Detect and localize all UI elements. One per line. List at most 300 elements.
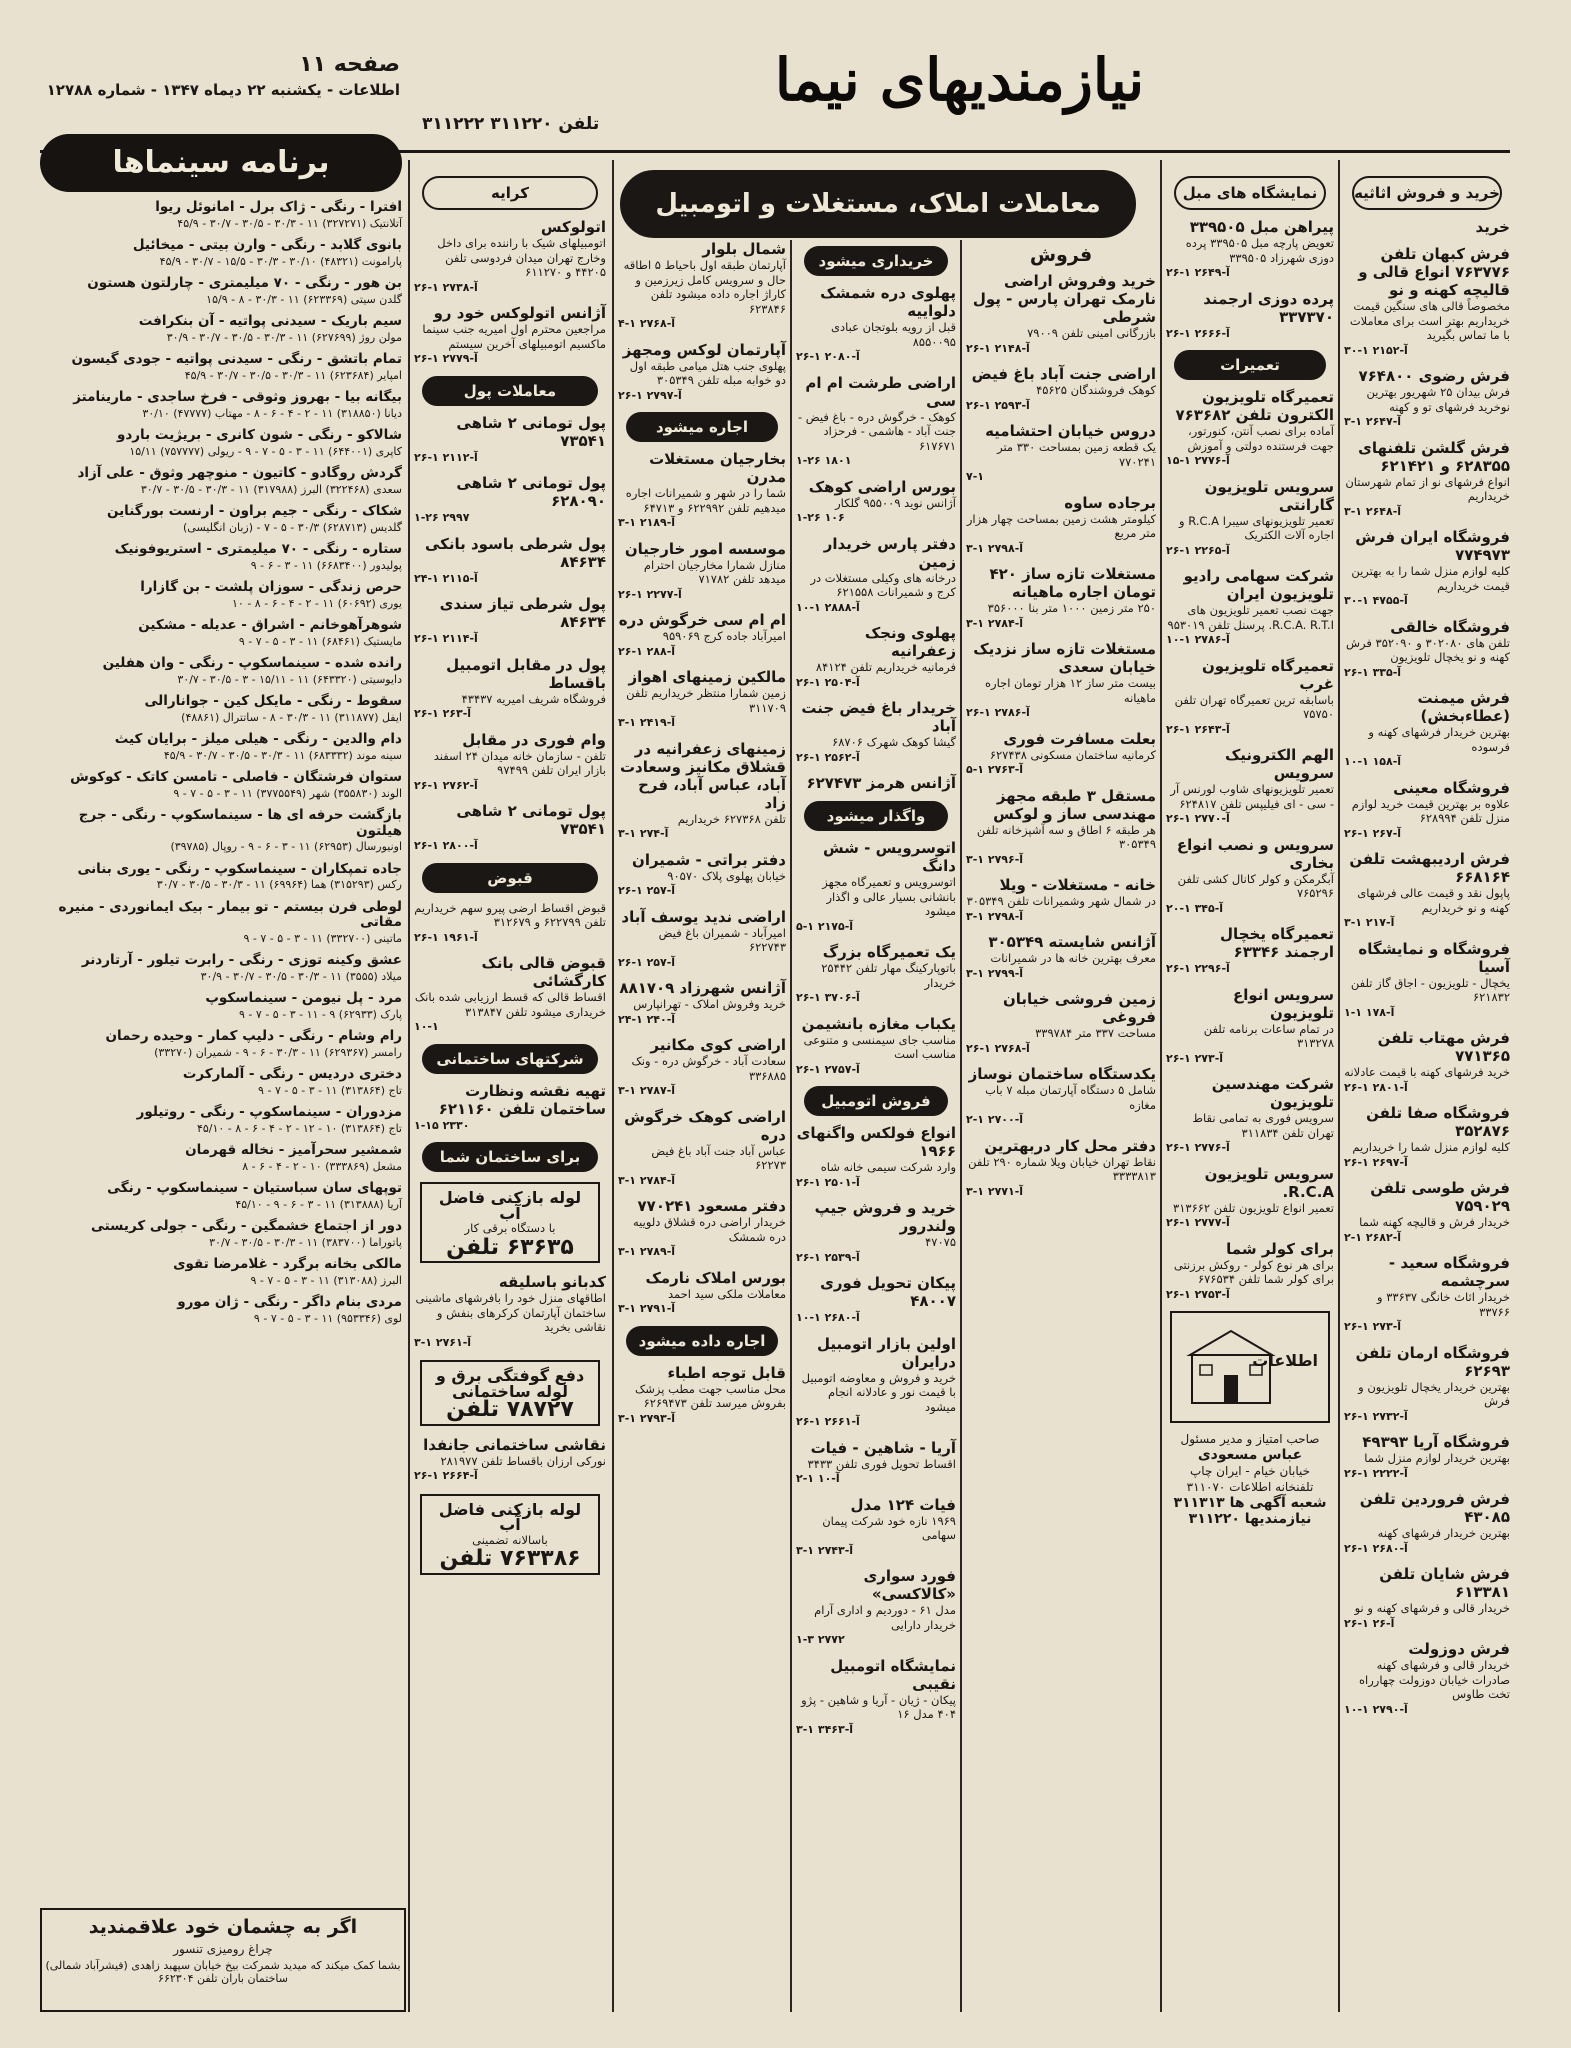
classified-ad xyxy=(1166,746,1334,827)
showtimes: کاپری (۶۴۴۰۰۱) ۱۱ - ۳ - ۵ - ۷ - ۹ - ریولی (۷۵۷۷۷۷) ۱۵/۱۱ xyxy=(129,444,402,458)
ad-title: نقاشی ساختمانی جانفدا xyxy=(423,1435,606,1454)
ad-title: یکدستگاه ساختمان نوساز xyxy=(968,1065,1156,1083)
ad-code: آ-۱۵۸ ۱-۱۰ xyxy=(1344,755,1402,768)
classified-ad xyxy=(414,1082,606,1134)
showtimes: اونیورسال (۶۲۹۵۳) ۱۱ - ۳ - ۶ - ۹ - روپال (۳۹۷۸۵) xyxy=(170,840,402,853)
ad-body: امیرآباد - شمیران باغ فیض ۶۲۲۷۴۳ xyxy=(658,925,786,954)
showtimes: رکس (۳۱۵۲۹۳) هما (۶۹۹۶۴) ۱۱ - ۳۰/۳ - ۳۰/۵ - ۳۰/۷ xyxy=(156,878,402,891)
classified-ad xyxy=(796,624,956,690)
section-head-furniture: نمایشگاه های مبل xyxy=(1174,176,1326,210)
ad-body: بیست متر ساز ۱۲ هزار تومان اجاره ماهیانه xyxy=(985,676,1156,705)
film-title: گردش روگادو - کاتیون - منوچهر وثوق - علی آزاد xyxy=(77,465,402,481)
ad-title: پول شرطی تیاز سندی ۸۴۶۳۴ xyxy=(439,595,606,631)
ad-title: دفتر محل کار دربهترین xyxy=(984,1136,1156,1155)
ad-title: قبوض قالی بانک کارگشائی xyxy=(481,954,606,990)
ad-body: پیکان - ژیان - آریا و شاهین - پژو ۴۰۴ مدل ۱۶ xyxy=(801,1692,956,1721)
cinema-listing xyxy=(40,504,402,535)
ad-title: فورد سواری «کالاکسی» xyxy=(863,1567,956,1603)
construction-ads xyxy=(414,1082,606,1134)
showtimes: گلدیس (۶۲۸۷۱۳) ۳۰/۳ - ۵ - ۷ - (زبان انگلیسی) xyxy=(183,520,402,534)
housewife-ads xyxy=(414,1273,606,1350)
film-title: سیم باریک - سیدنی پواتیه - آن بنکرافت xyxy=(138,313,402,329)
ad-title: پیراهن مبل ۳۳۹۵۰۵ xyxy=(1189,218,1334,236)
classified-ad xyxy=(618,1036,786,1099)
boxed-ad-phone: ۷۸۷۲۷ تلفن xyxy=(446,1397,574,1422)
ad-body: معاملات ملکی سید احمد xyxy=(667,1286,786,1301)
showtimes: الوند (۳۵۵۸۳۰) شهر (۳۷۷۵۵۴۹) ۱۱ - ۳ - ۵ - ۷ - ۹ xyxy=(173,786,402,800)
ad-body: باتوپارکینگ مهار تلفن ۲۵۴۴۲ خریدار xyxy=(821,961,956,990)
publisher-sketch xyxy=(1170,1311,1330,1423)
ad-title: فرش رضوی ۷۶۴۸۰۰ xyxy=(1358,367,1510,385)
furniture-ads xyxy=(1166,218,1334,341)
ad-title: شرکت مهندسین تلویزیون xyxy=(1211,1075,1334,1111)
ad-body: اطاقهای منزل خود را بافرشهای ماشینی ساختمان آپارتمان کرکرهای بنفش و نقاشی بخرید xyxy=(415,1291,606,1334)
classified-ad xyxy=(414,731,606,794)
showtimes: یوری (۶۰۶۹۲) ۱۱ - ۲ - ۴ - ۶ - ۸ - ۱۰ xyxy=(232,596,402,610)
ad-body: هر طبقه ۶ اطاق و سه آشپزخانه تلفن ۳۰۵۳۴۹ xyxy=(976,822,1156,851)
classified-ad xyxy=(618,979,786,1027)
classified-ad xyxy=(796,284,956,365)
classified-ad xyxy=(796,839,956,934)
ad-title: مالکین زمینهای اهواز xyxy=(628,668,786,686)
ad-title: بخارجیان مستغلات مدرن xyxy=(649,450,786,486)
classified-ad xyxy=(796,774,956,792)
ad-body: اتوسرویس و تعمیرگاه مجهز بانشانی بسیار عالی و اگذار میشود xyxy=(822,875,956,918)
classified-ad xyxy=(618,1364,786,1427)
section-head-rent: اجاره میشود xyxy=(626,412,778,442)
ad-body: محل مناسب جهت مطب پزشک بفروش میرسد تلفن ۶۲۶۹۴۷۳ xyxy=(634,1381,786,1410)
ad-title: مستغلات تازه ساز ۴۲۰ تومان اجاره ماهیانه xyxy=(989,565,1156,601)
ad-title: موسسه امور خارجیان xyxy=(624,539,786,558)
section-head-car-sale: فروش اتومبیل xyxy=(804,1086,948,1116)
column-sale xyxy=(966,240,1156,1208)
classified-ad xyxy=(1166,218,1334,281)
section-head-money: معاملات پول xyxy=(422,376,598,406)
film-title: بیگانه بیا - بهروز وثوقی - فرخ ساجدی - مارینامتز xyxy=(73,389,402,405)
classified-ad xyxy=(618,1108,786,1189)
publisher-name: عباس مسعودی xyxy=(1197,1447,1303,1463)
column-buy-vehicles xyxy=(796,240,956,1746)
ad-body: آماده برای نصب آنتن، کنورتور، جهت فرستنده دولتی و آموزش xyxy=(1187,424,1334,453)
sale-ads xyxy=(966,272,1156,1199)
sketch-label: اطلاعات xyxy=(1252,1351,1318,1370)
ad-body: بهترین خریدار فرشهای کهنه و فرسوده xyxy=(1368,725,1510,754)
repair-ads xyxy=(1166,388,1334,1302)
classified-ad xyxy=(414,1273,606,1350)
boxed-ad-subtitle: با دستگاه برقی کار xyxy=(464,1221,556,1235)
classified-ad xyxy=(1344,1254,1510,1335)
ad-body: خرید فرشهای کهنه با قیمت عادلانه xyxy=(1344,1065,1510,1079)
ad-body: در تمام ساعات برنامه تلفن ۳۱۳۲۷۸ xyxy=(1203,1021,1334,1050)
ad-title: خانه - مستغلات - ویلا xyxy=(999,876,1156,894)
ad-code: آ-۲۷۶۱ ۱-۳ xyxy=(414,1335,472,1349)
film-title: شکاک - رنگی - جیم براون - ارنست بورگناین xyxy=(106,503,402,519)
classified-ad xyxy=(796,943,956,1006)
ad-body: ۲۵۰ متر زمین ۱۰۰۰ متر بنا ۳۵۶۰۰۰ xyxy=(987,601,1156,615)
ad-title: خرید وفروش اراضی نارمک تهران پارس - پول شرطی xyxy=(972,272,1156,326)
cinema-listing xyxy=(40,428,402,459)
ad-title: فروشگاه خالقی xyxy=(1390,617,1510,636)
ad-title: سرویس تلویزیون گارانتی xyxy=(1204,477,1334,514)
column-furnishings xyxy=(1344,170,1510,1726)
ad-body: نورکی ارزان باقساط تلفن ۲۸۱۹۷۷ xyxy=(440,1453,606,1468)
film-title: بانوی گلابد - رنگی - وارن بیتی - میخائیل xyxy=(132,237,402,253)
ad-code: آ-۲۷۷۶ ۱-۲۶ xyxy=(1166,1141,1230,1154)
cinema-listing xyxy=(40,770,402,801)
ad-code: آ-۲۲۲۲ ۱-۲۶ xyxy=(1344,1466,1408,1480)
ad-title: آژانس شایسته ۳۰۵۳۴۹ xyxy=(988,933,1156,951)
classified-ad xyxy=(414,474,606,526)
ad-code: آ-۲۷۶۲ ۱-۲۶ xyxy=(414,778,478,792)
showtimes: دایوسیتی (۶۴۳۳۲۰) ۱۱ - ۱۵/۱۱ - ۳ - ۳۰/۵ - ۳۰/۷ xyxy=(177,672,402,686)
cinema-banner: برنامه سینماها xyxy=(40,134,402,192)
classified-ad xyxy=(966,787,1156,868)
ad-code: آ-۲۶۴۸ ۱-۳ xyxy=(1344,504,1402,518)
masthead-title: نیازمندیهای نیما xyxy=(774,46,1145,114)
cinema-listing xyxy=(40,1067,402,1098)
cinema-listing xyxy=(40,862,402,893)
classified-ad xyxy=(414,802,606,854)
classified-ad xyxy=(1344,850,1510,931)
ad-body: تلفن - سازمان خانه میدان ۲۴ اسفند بازار ایران تلفن ۹۷۴۹۹ xyxy=(433,748,606,777)
ad-title: وام فوری در مقابل xyxy=(462,730,606,749)
classified-ad xyxy=(1166,836,1334,917)
boxed-ad-subtitle: باسالانه تضمینی xyxy=(472,1532,548,1547)
ad-title: خرید xyxy=(1475,218,1510,236)
ad-title: فرش مهتاب تلفن ۷۷۱۳۶۵ xyxy=(1377,1029,1510,1065)
ad-title: بورس املاک نارمک xyxy=(645,1268,786,1287)
ad-code: آ-۲۸۰۱ ۱-۲۶ xyxy=(1344,1080,1408,1094)
classified-ad xyxy=(796,1124,956,1190)
ad-body: کوهک فروشندگان ۴۵۶۲۵ xyxy=(1036,383,1156,397)
ad-code: آ-۲۷۳ ۱-۲۶ xyxy=(1344,1320,1402,1333)
ad-title: دروس خیابان احتشامیه xyxy=(985,422,1156,440)
ad-title: پول تومانی ۲ شاهی ۷۳۵۴۱ xyxy=(456,413,606,450)
ad-title: بورس اراضی کوهک xyxy=(808,477,956,496)
showtimes: دیانا (۳۱۸۸۵۰) ۱۱ - ۲ - ۴ - ۶ - ۸ - مهتاب (۴۷۷۷۷) ۳۰/۱۰ xyxy=(142,406,402,420)
ad-code: آ-۲۲۹۶ ۱-۲۶ xyxy=(1166,962,1230,975)
ad-body: مخصوصاً قالی های سنگین قیمت خریداریم بهتر است برای معاملات با ما تماس بگیرید xyxy=(1349,299,1510,342)
classified-ad xyxy=(1344,1344,1510,1425)
ad-code: آ-۲۶۶۶ ۱-۲۶ xyxy=(1166,326,1230,340)
classified-ad xyxy=(966,876,1156,924)
ad-code: آ-۲۷۳ ۱-۲۶ xyxy=(1166,1051,1224,1065)
classified-ad xyxy=(966,494,1156,557)
film-title: تمام باتشق - رنگی - سیدنی پواتیه - جودی گیسون xyxy=(71,351,402,367)
showtimes: رامسر (۶۲۹۳۶۷) ۱۱ - ۳۰/۳ - ۶ - ۹ - شمیران (۳۳۲۷۰) xyxy=(154,1045,402,1059)
ad-code: آ-۲۶۶۴ ۱-۲۶ xyxy=(414,1469,478,1482)
boxed-ad-electric xyxy=(420,1360,600,1426)
film-title: بازگشت حرفه ای ها - سینماسکوپ - رنگی - جرج هیلتون xyxy=(78,807,402,839)
classified-ad xyxy=(1344,779,1510,842)
classified-ad xyxy=(1166,1075,1334,1156)
film-title: لوطی فرن بیستم - تو بیمار - بیک ایمانوردی - منیره مقاتی xyxy=(58,898,402,930)
showtimes: لوی (۹۵۳۳۴۶) ۱۱ - ۳ - ۵ - ۷ - ۹ xyxy=(253,1311,402,1325)
ad-title: فرش گلشن تلفنهای ۶۲۸۳۵۵ و ۶۲۱۴۲۱ xyxy=(1358,438,1510,475)
classified-ad xyxy=(1166,1165,1334,1231)
ad-body: یخچال - تلویزیون - اجاق گاز تلفن ۶۲۱۸۳۲ xyxy=(1350,975,1510,1004)
ad-title: پرده دوزی ارجمند ۳۳۷۳۷۰ xyxy=(1203,289,1334,326)
ad-code: آ-۲۵۳۹ ۱-۲۶ xyxy=(796,1250,860,1264)
ad-code: آ-۲۶۴۷ ۱-۳ xyxy=(1344,415,1402,428)
ad-body: خریدار اراضی دره قشلاق دلوییه دره شمشک xyxy=(633,1215,786,1244)
ad-title: آژانس شهرزاد ۸۸۱۷۰۹ xyxy=(619,979,786,997)
ad-code: آ-۲۷۷۹ ۱-۲۶ xyxy=(414,352,478,365)
showtimes: سینه موند (۶۸۳۳۳۲) ۱۱ - ۳۰/۳ - ۳۰/۵ - ۳۰/۷ - ۴۵/۹ xyxy=(163,748,402,762)
ad-code: آ-۲۱۱۲ ۱-۲۶ xyxy=(414,450,478,464)
ad-body: شامل ۵ دستگاه آپارتمان مبله ۷ باب مغازه xyxy=(985,1083,1156,1112)
ad-code: آ-۲۷۹۷ ۱-۲۶ xyxy=(618,388,682,402)
ad-title: اولین بازار اتومبیل درایران xyxy=(817,1334,956,1371)
film-title: توپهای سان سباستیان - سینماسکوپ - رنگی xyxy=(107,1180,402,1196)
boxed-ad-drain-2 xyxy=(420,1494,600,1575)
showtimes: پاتوراما (۳۸۳۷۰۰) ۱۱ - ۳۰/۳ - ۳۰/۵ - ۳۰/۷ xyxy=(209,1235,402,1249)
ad-code: آ-۳۳۵ ۱-۲۶ xyxy=(1344,665,1402,679)
classified-ad xyxy=(618,908,786,971)
classified-ad xyxy=(618,540,786,603)
ad-body: ۴۷۰۷۵ xyxy=(925,1235,956,1249)
publisher-info xyxy=(1166,1431,1334,1527)
film-title: مردی بنام داگر - رنگی - ژان مورو xyxy=(177,1294,402,1310)
ad-body: علاوه بر بهترین قیمت خرید لوازم منزل تلفن ۶۲۸۹۹۴ xyxy=(1351,796,1510,825)
ad-code: آ-۲۷۹۳ ۱-۳ xyxy=(618,1411,676,1425)
cinema-list xyxy=(40,200,402,1333)
classified-ad xyxy=(618,450,786,531)
ad-body: آپارتمان طبقه اول باحیاط ۵ اطاقه حال و سرویس کامل زیرزمین و کاراژ اجاره داده میشود تلفن ۶۲۳۸۴۶ xyxy=(623,258,786,316)
ad-code: آ-۲۷۹۶ ۱-۳ xyxy=(966,852,1024,866)
ad-body: بهترین خریدار یخچال تلویزیون و فرش xyxy=(1358,1379,1510,1408)
ad-body: پهلوی جنب هتل میامی طبقه اول دو خوابه مبله تلفن ۳۰۵۳۴۹ xyxy=(629,358,786,387)
ad-title: فرش دوزولت xyxy=(1408,1640,1510,1658)
classified-ad xyxy=(1344,1640,1510,1717)
classified-ad xyxy=(414,901,606,946)
film-title: جاده تمپکاران - سینماسکوپ - رنگی - یوری بنانی xyxy=(77,860,402,877)
ad-title: تعمیرگاه یخچال ارجمند ۶۳۳۴۶ xyxy=(1220,925,1334,961)
ad-code: آ-۲۶۸۰ ۱-۱۰ xyxy=(796,1311,860,1324)
section-head-construction: شرکتهای ساختمانی xyxy=(422,1044,598,1074)
publisher-line: صاحب امتیاز و مدیر مسئول xyxy=(1180,1432,1320,1446)
ad-title: زمین فروشی خیابان فروغی xyxy=(1002,990,1156,1026)
ad-title: فروشگاه و نمایشگاه آسیا xyxy=(1358,939,1510,976)
ad-title: اراضی جنت آباد باغ فیض xyxy=(971,365,1156,383)
ad-body: سعادت آباد - خرگوش دره - ونک ۳۳۶۸۸۵ xyxy=(631,1054,786,1083)
ad-code: آ-۲۷۷۷ ۱-۲۶ xyxy=(1166,1216,1230,1229)
column-divider xyxy=(1160,160,1162,2012)
classified-ad xyxy=(1344,1029,1510,1095)
cinema-listing xyxy=(40,808,402,855)
ad-body: معرف بهترین خانه ها در شمیرانات xyxy=(990,951,1156,965)
showtimes: مایستیک (۶۸۴۶۱) ۱۱ - ۳ - ۵ - ۷ - ۹ xyxy=(238,634,402,648)
ad-code: آ-۲۷۸۴ ۱-۳ xyxy=(618,1173,676,1187)
film-title: رانده شده - سینماسکوپ - رنگی - وان هفلین xyxy=(102,655,402,671)
ad-body: تلفن ۶۲۷۳۶۸ خریداریم xyxy=(677,811,786,826)
showtimes: امپایر (۶۲۳۶۸۴) ۱۱ - ۳۰/۳ - ۳۰/۵ - ۳۰/۷ - ۴۵/۹ xyxy=(184,368,402,382)
ad-title: اراضی طرشت ام ام سی xyxy=(805,373,956,410)
showtimes: البرز (۳۱۳۰۸۸) ۱۱ - ۳ - ۵ - ۷ - ۹ xyxy=(250,1273,402,1287)
film-title: حرص زندگی - سوزان پلشت - بن گازارا xyxy=(140,579,402,595)
classified-ad xyxy=(618,240,786,332)
ad-title: فروشگاه آریا ۴۹۳۹۳ xyxy=(1362,1433,1510,1451)
issue-date: اطلاعات - یکشنبه ۲۲ دیماه ۱۳۴۷ - شماره ۱۲۷۸۸ xyxy=(46,81,400,99)
ad-code: آ-۲۱۷۵ ۱-۵ xyxy=(796,919,854,933)
publisher-line: شعبه آگهی ها ۳۱۱۳۱۳ xyxy=(1173,1495,1327,1511)
ad-title: پیکان تحویل فوری ۴۸۰۰۷ xyxy=(820,1274,956,1310)
ad-title: برجاده ساوه xyxy=(1064,493,1156,512)
film-title: دختری دردیس - رنگی - آلمارکرت xyxy=(182,1066,402,1082)
buying-ads xyxy=(796,284,956,792)
ad-title: پول تومانی ۲ شاهی ۷۳۵۴۱ xyxy=(456,802,606,838)
classified-ad xyxy=(796,535,956,616)
cinema-listing xyxy=(40,1295,402,1326)
ad-body: فرمانیه خریداریم تلفن ۸۴۱۲۴ xyxy=(815,660,956,674)
ad-code: آ-۲۲۷۷ ۱-۲۶ xyxy=(618,587,682,601)
ad-code: آ-۲۷۹۰ ۱-۱۰ xyxy=(1344,1702,1408,1716)
classified-ad xyxy=(618,668,786,731)
ad-title: فرش میمنت (عطاءبخش) xyxy=(1417,689,1510,725)
cinema-listing xyxy=(40,1105,402,1136)
classified-ad xyxy=(1344,218,1510,236)
ad-body: فرش بیدان ۲۵ شهریور بهترین نوخرید فرشهای تو و کهنه xyxy=(1366,385,1510,414)
ad-body: مساحت ۳۳۷ متر ۳۳۹۷۸۴ xyxy=(1035,1026,1156,1040)
classified-ad xyxy=(414,414,606,466)
ad-code: آ-۲۶۴۹ ۱-۲۶ xyxy=(1166,266,1230,279)
ad-title: فرش اردیبهشت تلفن ۶۶۸۱۶۴ xyxy=(1349,850,1510,886)
cinema-listing xyxy=(40,1257,402,1288)
ad-body: نقاط تهران خیابان ویلا شماره ۲۹۰ تلفن ۳۳۳۳۸۱۳ xyxy=(968,1154,1156,1183)
car-sale-ads xyxy=(796,1124,956,1737)
classified-ad xyxy=(796,1274,956,1326)
ad-body: آژانس نوید ۹۵۵۰۰۹ گلکار xyxy=(835,495,956,510)
ad-title: فرش کبهان تلفن ۷۶۳۷۷۶ انواع قالی و قالیچه کهنه و نو xyxy=(1358,245,1510,299)
ad-body: بهترین خریدار لوازم منزل شما xyxy=(1364,1451,1510,1465)
column-divider xyxy=(408,160,410,2012)
ad-title: دفتر مسعود ۷۷۰۲۴۱ xyxy=(637,1197,786,1215)
section-head-lease: اجاره داده میشود xyxy=(626,1326,778,1356)
ad-title: انواع فولکس واگنهای ۱۹۶۶ xyxy=(796,1124,956,1160)
ad-body: وارد شرکت سیمی خانه شاه xyxy=(820,1160,956,1174)
notice-line: چراغ رومیزی تنسور xyxy=(173,1942,273,1956)
ad-title: فروشگاه معینی xyxy=(1393,778,1510,797)
masthead-phones: تلفن ۳۱۱۲۲۰ ۳۱۱۲۲۲ xyxy=(422,114,600,134)
ad-body: تعمیر انواع تلویزیون تلفن ۳۱۳۶۶۲ xyxy=(1173,1200,1334,1215)
classified-ad xyxy=(796,1496,956,1559)
ad-body: عباس آباد جنت آباد باغ فیض ۶۲۲۷۳ xyxy=(651,1143,786,1172)
ad-code: آ-۲۷۸۹ ۱-۳ xyxy=(618,1245,676,1258)
classified-ad xyxy=(1344,1433,1510,1481)
ad-title: نمایشگاه اتومبیل نقیبی xyxy=(830,1656,956,1693)
ad-code: آ-۲۸۰۰ ۱-۲۶ xyxy=(414,839,478,852)
film-title: شمشیر سحرآمیز - نخاله قهرمان xyxy=(185,1142,402,1158)
ad-code: آ-۲۶۸۲ ۱-۲ xyxy=(1344,1230,1402,1244)
film-title: عشق وکینه توزی - رنگی - رابرت تیلور - آرتاردنر xyxy=(81,952,402,968)
ad-title: آژانس هرمز ۶۲۷۴۷۳ xyxy=(806,774,956,792)
classified-ad xyxy=(966,1137,1156,1200)
ad-title: فروشگاه صفا تلفن ۳۵۲۸۷۶ xyxy=(1366,1104,1510,1140)
ad-code: آ-۲۱۱۴ ۱-۲۶ xyxy=(414,632,478,645)
kerayeh-ads xyxy=(414,218,606,367)
boxed-ad-title: لوله بازکنی فاضل آب xyxy=(438,1188,582,1223)
ad-code: آ-۲۷۸۶ ۱-۲۶ xyxy=(966,706,1030,719)
ad-body: انواع فرشهای نو از تمام شهرستان خریداریم xyxy=(1345,474,1510,503)
film-title: ستوان فرشتگان - فاصلی - تامسن کاتک - کوکوش xyxy=(70,769,402,785)
ad-code: آ-۲۴۰ ۱-۲۴ xyxy=(618,1012,676,1026)
ad-body: شما را در شهر و شمیرانات اجاره میدهیم تلفن ۶۲۲۹۹۲ و ۶۴۷۱۳ xyxy=(625,486,786,515)
ad-title: شمال بلوار xyxy=(702,240,786,258)
notice-title: اگر به چشمان خود علاقمندید xyxy=(88,1916,358,1938)
classified-ad xyxy=(796,374,956,469)
section-head-furnishings: خرید و فروش اثاثیه xyxy=(1352,176,1502,210)
section-head-buying: خریداری میشود xyxy=(804,246,948,276)
ad-body: در شمال شهر وشمیرانات تلفن ۳۰۵۳۴۹ xyxy=(966,894,1156,908)
cinema-listing xyxy=(40,900,402,947)
ad-body: یک قطعه زمین بمساحت ۳۳۰ متر ۷۷۰۲۴۱ xyxy=(997,440,1156,469)
ad-title: پول در مقابل اتومبیل باقساط xyxy=(446,655,606,692)
cinema-listing xyxy=(40,1143,402,1174)
ad-code: ۱۰-۱ xyxy=(414,1020,439,1033)
showtimes: گلدن سیتی (۶۲۳۳۶۹) ۱۱ - ۳۰/۳ - ۸ - ۱۵/۹ xyxy=(206,292,402,306)
ad-title: ام ام سی خرگوش دره xyxy=(618,611,786,629)
ad-code: آ-۲۵۷ ۱-۲۶ xyxy=(618,955,676,969)
ad-code: آ-۲۶۹۷ ۱-۲۶ xyxy=(1344,1155,1408,1169)
ad-title: فرش شایان تلفن ۶۱۳۳۸۱ xyxy=(1379,1565,1510,1601)
column-rent xyxy=(618,240,786,1435)
ad-code: آ-۲۱۸۹ ۱-۳ xyxy=(618,516,676,529)
classified-ad xyxy=(1166,657,1334,738)
classified-ad xyxy=(414,304,606,367)
ad-code: آ-۲۷۸۴ ۱-۳ xyxy=(966,616,1024,630)
film-title: سقوط - رنگی - مایکل کین - جوانارالی xyxy=(144,693,402,709)
classified-ad xyxy=(1344,367,1510,430)
ad-body: مناسب جای سیمنسی و متنوعی مناسب است xyxy=(803,1032,956,1061)
column-divider xyxy=(960,240,962,2012)
classified-ad xyxy=(796,1657,956,1738)
ad-title: یک تعمیرگاه بزرگ xyxy=(822,943,956,961)
ad-title: بعلت مسافرت فوری xyxy=(1003,729,1156,748)
ad-code: ۲۹۹۷ ۱-۲۶ xyxy=(414,511,470,524)
ad-body: زمین شمارا منتظر خریداریم تلفن ۳۱۱۷۰۹ xyxy=(626,686,786,715)
checks-ads xyxy=(414,901,606,1035)
classified-ad xyxy=(1166,567,1334,648)
publisher-line: خیابان خیام - ایران چاپ xyxy=(1189,1464,1311,1478)
film-title: مرد - پل نیومن - سینماسکوپ xyxy=(205,990,402,1006)
film-title: مالکی بخانه برگرد - غلامرضا تقوی xyxy=(173,1256,402,1272)
classified-ad xyxy=(966,565,1156,631)
ad-body: تعویض پارچه مبل ۳۳۹۵۰۵ پرده دوزی شهرزاد ۳۳۹۵۰۵ xyxy=(1185,236,1334,265)
ad-body: مراجعین محترم اول امیریه جنب سینما ماکسیم اتومبیلهای آخرین سیستم xyxy=(422,322,606,351)
ad-body: گیشا کوهک شهرک ۶۸۷۰۶ xyxy=(832,735,956,749)
ad-code: آ-۲۷۹۸ ۱-۳ xyxy=(966,909,1024,923)
ad-body: فروشگاه شریف امیریه ۴۳۴۳۷ xyxy=(461,691,606,706)
cinema-listing xyxy=(40,542,402,573)
ad-title: اتوسرویس - شش دانگ xyxy=(822,839,956,875)
classified-ad xyxy=(1344,618,1510,681)
page-number: صفحه ۱۱ xyxy=(299,52,400,77)
ad-body: برای هر نوع کولر - روکش برزنتی برای کولر شما تلفن ۶۷۶۵۳۴ xyxy=(1173,1257,1334,1286)
ad-code: آ-۲۵۰۱ ۱-۲۶ xyxy=(796,1175,860,1189)
ad-title: پهلوی دره شمشک دلواییه xyxy=(820,284,956,320)
classified-ad xyxy=(414,595,606,647)
ad-code: آ-۲۷۰۰ ۱-۲ xyxy=(966,1113,1024,1126)
ad-title: مستقل ۳ طبقه مجهز مهندسی ساز و لوکس xyxy=(993,786,1156,823)
ad-code: آ-۳۴۶۳ ۱-۳ xyxy=(796,1722,854,1736)
cinema-listing xyxy=(40,618,402,649)
ad-body: کرمانیه ساختمان مسکونی ۶۲۷۴۳۸ xyxy=(989,747,1156,762)
classified-ad xyxy=(618,1269,786,1317)
classified-ad xyxy=(414,656,606,722)
ad-title: آپارتمان لوکس ومجهز xyxy=(622,340,786,359)
ad-body: قبل از رویه بلوتجان عبادی ۸۵۵۰۰۹۵ xyxy=(830,320,956,349)
classified-ad xyxy=(1344,689,1510,770)
